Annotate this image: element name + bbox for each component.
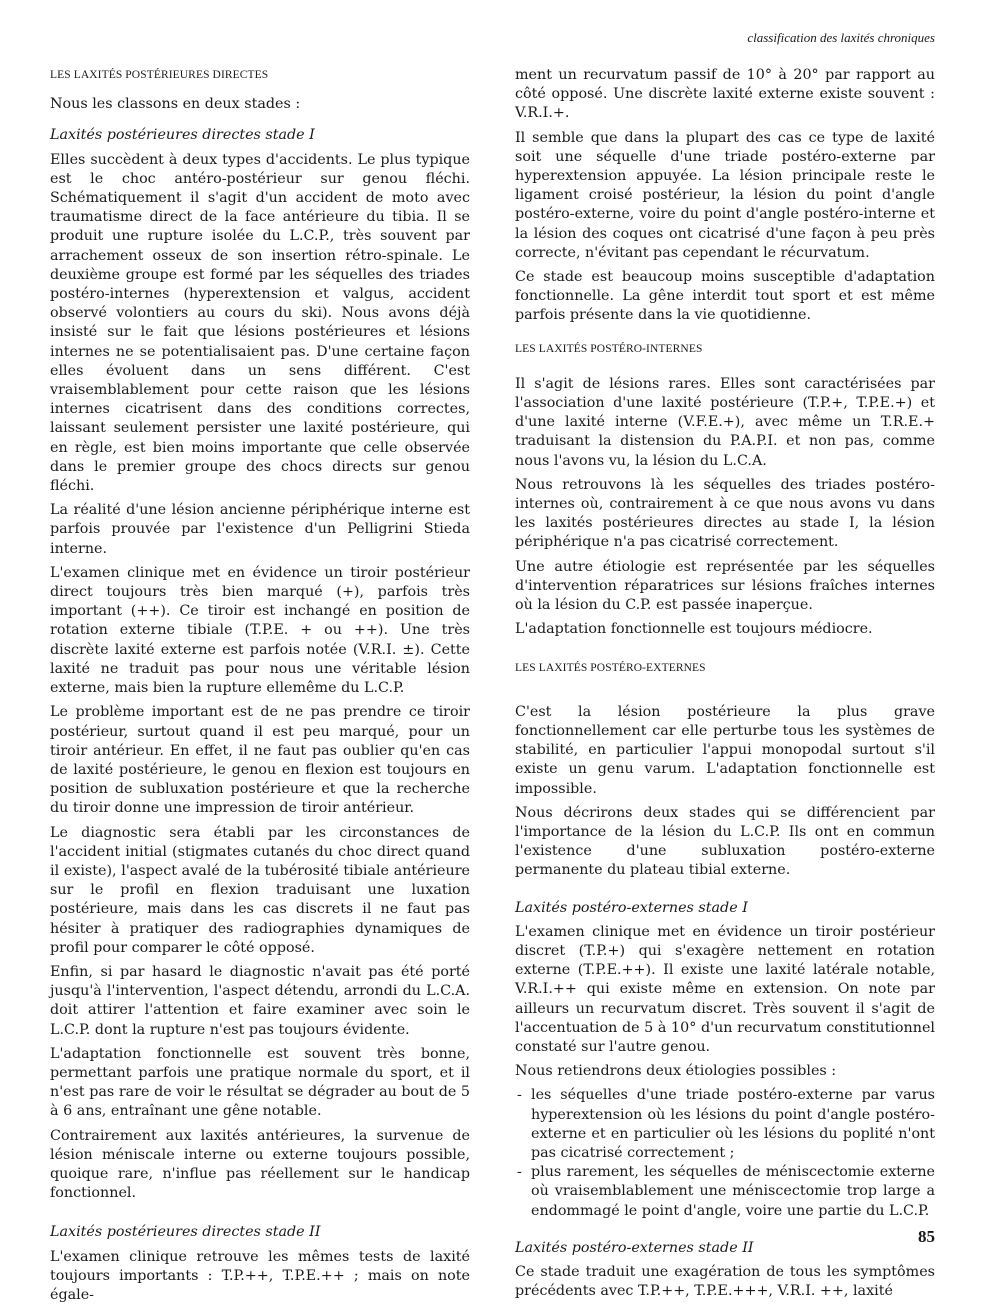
subheading-pe-stade-2: Laxités postéro-externes stade II <box>515 1239 754 1256</box>
paragraph: Le diagnostic sera établi par les circonstances de l'accident initial (stigmates cutanés du choc direct quand il existe), l'aspect avalé de la tubérosité tibiale antérieure sur le profil en flexion traduisant une luxation postérieure, mais dans les cas discrets il ne faut pas hésiter à pratiquer des radiographies dynamiques de profil pour comparer le côté opposé. <box>50 824 470 956</box>
section-heading-posterieures-directes: LES LAXITÉS POSTÉRIEURES DIRECTES <box>50 69 269 81</box>
section-heading-postero-internes: LES LAXITÉS POSTÉRO-INTERNES <box>515 342 703 355</box>
paragraph: Il s'agit de lésions rares. Elles sont caractérisées par l'association d'une laxité postérieure (T.P.+, T.P.E.+) et d'une laxité interne (V.F.E.+), avec même un T.R.E.+ traduisant la distension du P.A.P.I. et non pas, comme nous l'avons vu, la lésion du L.C.A. <box>515 375 935 469</box>
paragraph: Nous retiendrons deux étiologies possibles : <box>515 1063 837 1080</box>
etiologies-list <box>515 1086 935 1220</box>
paragraph: Nous décrirons deux stades qui se différencient par l'importance de la lésion du L.C.P. Ils ont en commun l'existence d'une subluxation postéro-externe permanente du plateau tibial externe. <box>515 804 935 879</box>
continuation-paragraph: ment un recurvatum passif de 10° à 20° par rapport au côté opposé. Une discrète laxité externe existe souvent : V.R.I.+. <box>515 67 935 122</box>
list-item: - plus rarement, les séquelles de méniscectomie externe où vraisemblablement une méniscectomie trop large a endommagé le point d'angle, voire une partie du L.C.P. <box>515 1163 935 1221</box>
paragraph: Nous retrouvons là les séquelles des triades postéro-internes où, contrairement à ce que nous avons vu dans les laxités postérieures directes au stade I, la lésion périphérique n'a pas cicatrisé correctement. <box>515 476 935 551</box>
intro-paragraph: Nous les classons en deux stades : <box>50 96 301 113</box>
right-column <box>515 66 935 1306</box>
paragraph: L'examen clinique met en évidence un tiroir postérieur discret (T.P.+) qui s'exagère nettement en rotation externe (T.P.E.++). Il existe une laxité latérale notable, V.R.I.++ qui existe même en extension. On note par ailleurs un recurvatum discret. Très souvent il s'agit de l'accentuation de 5 à 10° d'un recurvatum constitutionnel constaté sur l'autre genou. <box>515 923 935 1055</box>
paragraph: L'examen clinique retrouve les mêmes tests de laxité toujours importants : T.P.++, T.P.E.++ ; mais on note égale- <box>50 1248 470 1303</box>
paragraph: Ce stade traduit une exagération de tous les symptômes précédents avec T.P.++, T.P.E.+++, V.R.I. ++, laxité <box>515 1263 935 1300</box>
paragraph: Il semble que dans la plupart des cas ce type de laxité soit une séquelle d'une triade postéro-externe par hyperextension appuyée. La lésion principale reste le ligament croisé postérieur, la lésion du point d'angle postéro-externe, voire du point d'angle postéro-interne et la lésion des coques ont cicatrisé d'une façon à peu près correcte, n'évitant pas cependant le récurvatum. <box>515 129 935 261</box>
running-header: classification des laxités chroniques <box>747 30 935 45</box>
paragraph: L'adaptation fonctionnelle est toujours médiocre. <box>515 621 873 638</box>
paragraph: L'adaptation fonctionnelle est souvent très bonne, permettant parfois une pratique normale du sport, et il n'est pas rare de voir le résultat se dégrader au bout de 5 à 6 ans, entraînant une gêne notable. <box>50 1045 470 1120</box>
paragraph: Une autre étiologie est représentée par les séquelles d'intervention réparatrices sur lésions fraîches internes où la lésion du C.P. est passée inaperçue. <box>515 558 935 614</box>
paragraph: Ce stade est beaucoup moins susceptible d'adaptation fonctionnelle. La gêne interdit tout sport et est même parfois présente dans la vie quotidienne. <box>515 269 935 324</box>
paragraph: Elles succèdent à deux types d'accidents. Le plus typique est le choc antéro-postérieur sur genou fléchi. Schématiquement il s'agit d'un accident de moto avec traumatisme direct de la face antérieure du tibia. Il se produit une rupture isolée du L.C.P., très souvent par arrachement osseux de son insertion rétro-spinale. Le deuxième groupe est formé par les séquelles des triades postéro-internes (hyperextension et valgus, accident observé volontiers au cours du ski). Nous avons déjà insisté sur le fait que lésions postérieures et lésions internes ne se potentialisaient pas. D'une certaine façon elles évoluent dans un sens différent. C'est vraisemblablement pour cette raison que les lésions internes cicatrisent dans des conditions correctes, laissant seulement persister une laxité postérieure, qui en règle, est bien moins importante que celle observée dans le premier groupe des chocs directs sur genou fléchi. <box>50 151 470 495</box>
paragraph: La réalité d'une lésion ancienne périphérique interne est parfois prouvée par l'existence d'un Pelligrini Stieda interne. <box>50 502 470 557</box>
paragraph: Enfin, si par hasard le diagnostic n'avait pas été porté jusqu'à l'intervention, l'aspect détendu, arrondi du L.C.A. doit attirer l'attention et faire examiner avec soin le L.C.P. dont la rupture n'est pas toujours évidente. <box>50 963 470 1038</box>
list-item: - les séquelles d'une triade postéro-externe par varus hyperextension où les lésions du point d'angle postéro-externe et en particulier où les lésions du poplité n'ont pas cicatrisé correctement ; <box>515 1086 935 1163</box>
left-column <box>50 66 470 1310</box>
paragraph: C'est la lésion postérieure la plus grave fonctionnellement car elle perturbe tous les systèmes de stabilité, en particulier l'appui monopodal surtout s'il existe un genu varum. L'adaptation fonctionnelle est impossible. <box>515 703 935 797</box>
section-heading-postero-externes: LES LAXITÉS POSTÉRO-EXTERNES <box>515 662 706 675</box>
subheading-stade-1: Laxités postérieures directes stade I <box>50 127 315 144</box>
paragraph: L'examen clinique met en évidence un tiroir postérieur direct toujours très bien marqué (+), parfois très important (++). Ce tiroir est inchangé en position de rotation externe tibiale (T.P.E. + ou ++). Une très discrète laxité externe est parfois notée (V.R.I. ±). Cette laxité ne traduit pas pour nous une véritable lésion externe, mais bien la rupture ellemême du L.C.P. <box>50 564 470 697</box>
subheading-pe-stade-1: Laxités postéro-externes stade I <box>515 899 748 916</box>
paragraph: Le problème important est de ne pas prendre ce tiroir postérieur, surtout quand il est peu marqué, pour un tiroir antérieur. En effet, il ne faut pas oublier qu'en cas de laxité postérieure, le genou en flexion est toujours en position de subluxation postérieure et que la recherche du tiroir donne une impression de tiroir antérieur. <box>50 704 470 817</box>
page-number: 85 <box>918 1227 935 1246</box>
paragraph: Contrairement aux laxités antérieures, la survenue de lésion méniscale interne ou externe toujours possible, quoique rare, n'influe pas réellement sur le handicap fonctionnel. <box>50 1127 470 1202</box>
subheading-stade-2: Laxités postérieures directes stade II <box>50 1224 321 1241</box>
